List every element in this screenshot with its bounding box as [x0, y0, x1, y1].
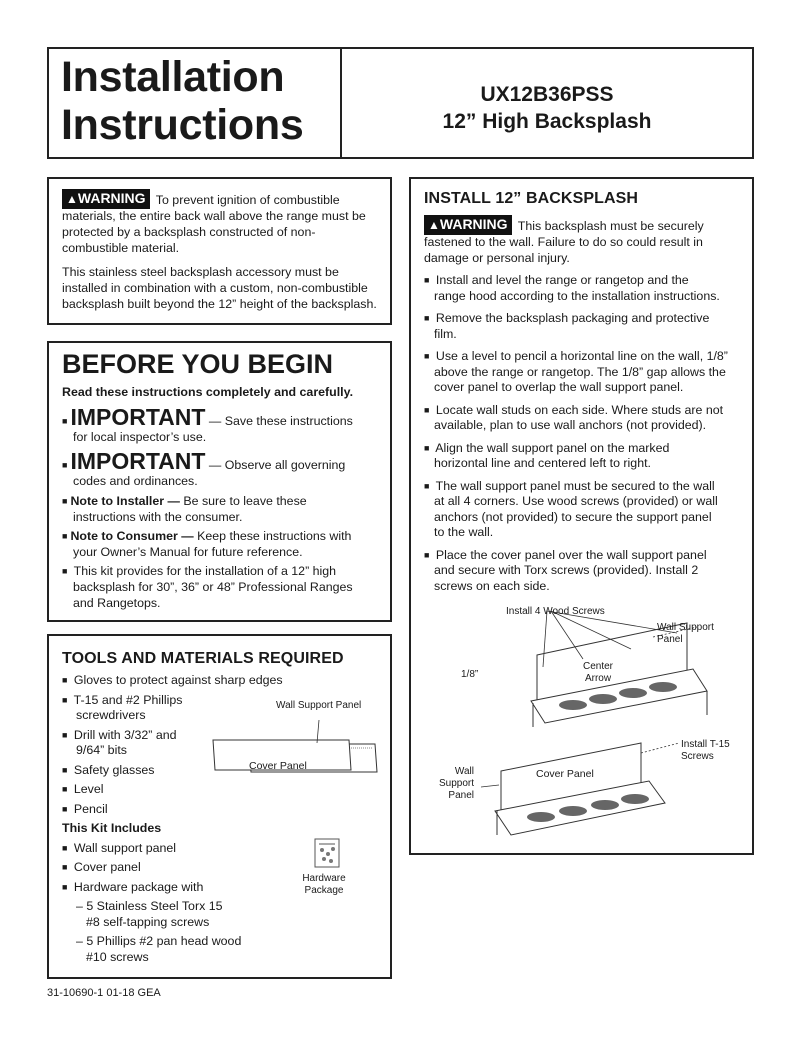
before-you-begin-box [47, 341, 392, 622]
panels-illustration [209, 710, 389, 790]
install-step: ■ Align the wall support panel on the marked horizontal line and centered left to right. [424, 440, 670, 470]
note-to-consumer: ■ Note to Consumer — Keep these instructions with your Owner’s Manual for future reference. [62, 529, 352, 559]
list-item: ■ Gloves to protect against sharp edges [62, 673, 283, 687]
install-step: ■ Locate wall studs on each side. Where studs are not available, plan to use wall anchors (not provided). [424, 402, 724, 432]
install-title: INSTALL 12” BACKSPLASH [424, 190, 639, 207]
list-item: ■ Hardware package with [62, 879, 204, 894]
kit-description: ■ This kit provides for the installation of a 12” high backsplash for 30”, 36” or 48” Professional Ranges and Rangetops. [62, 564, 353, 610]
install-warning: ▲WARNING This backsplash must be securely fastened to the wall. Failure to do so could result in damage or personal injury. [424, 216, 704, 265]
hardware-bag-icon [314, 838, 340, 868]
sub-list-item: – 5 Stainless Steel Torx 15 #8 self-tapping screws [76, 899, 223, 929]
wall-support-callout: Wall Support Panel [657, 622, 714, 645]
hardware-package-caption: Hardware Package [302, 873, 346, 896]
tools-title: TOOLS AND MATERIALS REQUIRED [62, 650, 344, 667]
install-step: ■ Use a level to pencil a horizontal line on the wall, 1/8” above the range or rangetop. The 1/8” gap allows the cover panel to overlap the wall support panel. [424, 349, 728, 394]
note-to-installer: ■ Note to Installer — Be sure to leave these instructions with the consumer. [62, 494, 307, 524]
list-item: ■ Safety glasses [62, 762, 155, 777]
page-title: Installation Instructions [61, 53, 304, 149]
bullet-icon: ■ [62, 460, 68, 470]
bullet-icon: ■ [62, 416, 68, 426]
wall-support-panel-caption: Wall Support Panel [276, 700, 362, 711]
list-item: ■ Cover panel [62, 860, 141, 874]
center-arrow-callout: Center Arrow [583, 661, 614, 684]
important-codes: ■ IMPORTANT — Observe all governing codes and ordinances. [62, 448, 346, 488]
bullet-icon: ■ [62, 496, 68, 506]
sub-list-item: – 5 Phillips #2 pan head wood #10 screws [76, 934, 242, 964]
document-footer: 31-10690-1 01-18 GEA [47, 987, 161, 999]
warning-note: This stainless steel backsplash accessory must be installed in combination with a custom, non-combustible backsplash built beyond the 12” height of the backsplash. [62, 265, 377, 311]
bullet-icon: ■ [62, 531, 68, 541]
cover-panel-caption: Cover Panel [249, 760, 307, 772]
section-title: BEFORE YOU BEGIN [62, 349, 334, 379]
wood-screws-callout: Install 4 Wood Screws [506, 606, 605, 617]
install-backsplash-box [409, 177, 754, 855]
model-heading [342, 81, 752, 135]
warning-badge: ▲WARNING [62, 189, 150, 209]
important-save: ■ IMPORTANT — Save these instructions for local inspector’s use. [62, 404, 353, 444]
warning-triangle-icon: ▲ [66, 192, 78, 206]
list-item: ■ Wall support panel [62, 840, 177, 855]
warning-badge: ▲WARNING [424, 215, 512, 235]
list-item: ■ Drill with 3/32” and 9/64” bits [62, 727, 177, 757]
install-step: ■ Place the cover panel over the wall support panel and secure with Torx screws (provided). Install 2 screws on each side. [424, 547, 707, 593]
warning-triangle-icon: ▲ [428, 218, 440, 232]
list-item: ■ Level [62, 782, 104, 796]
cover-panel-callout: Cover Panel [536, 768, 594, 780]
install-step: ■ Install and level the range or rangetop and the range hood according to the installation instructions. [424, 273, 720, 303]
bullet-icon: ■ [62, 566, 68, 576]
warning-box [47, 177, 392, 325]
read-carefully-note: Read these instructions completely and carefully. [62, 385, 354, 399]
warning-paragraph: ▲WARNING To prevent ignition of combustible materials, the entire back wall above the range must be protected by a backsplash constructed of non-combustible material. [62, 190, 366, 255]
list-item: ■ T-15 and #2 Phillips screwdrivers [62, 692, 183, 722]
list-item: ■ Pencil [62, 801, 108, 816]
wall-support-panel-callout: Wall Support Panel [438, 766, 474, 801]
t15-screws-callout: Install T-15 Screws [681, 739, 730, 762]
header-box [47, 47, 754, 159]
model-number: UX12B36PSS [480, 83, 614, 106]
kit-includes-heading: This Kit Includes [62, 821, 162, 835]
install-step: ■ Remove the backsplash packaging and protective film. [424, 311, 710, 341]
install-step: ■ The wall support panel must be secured to the wall at all 4 corners. Use wood screws (provided) or wall anchors (not provided) to secure the support panel to the wall. [424, 478, 718, 539]
product-subtitle: 12” High Backsplash [442, 110, 652, 133]
tools-materials-box [47, 634, 392, 979]
gap-callout: 1/8” [461, 669, 479, 680]
